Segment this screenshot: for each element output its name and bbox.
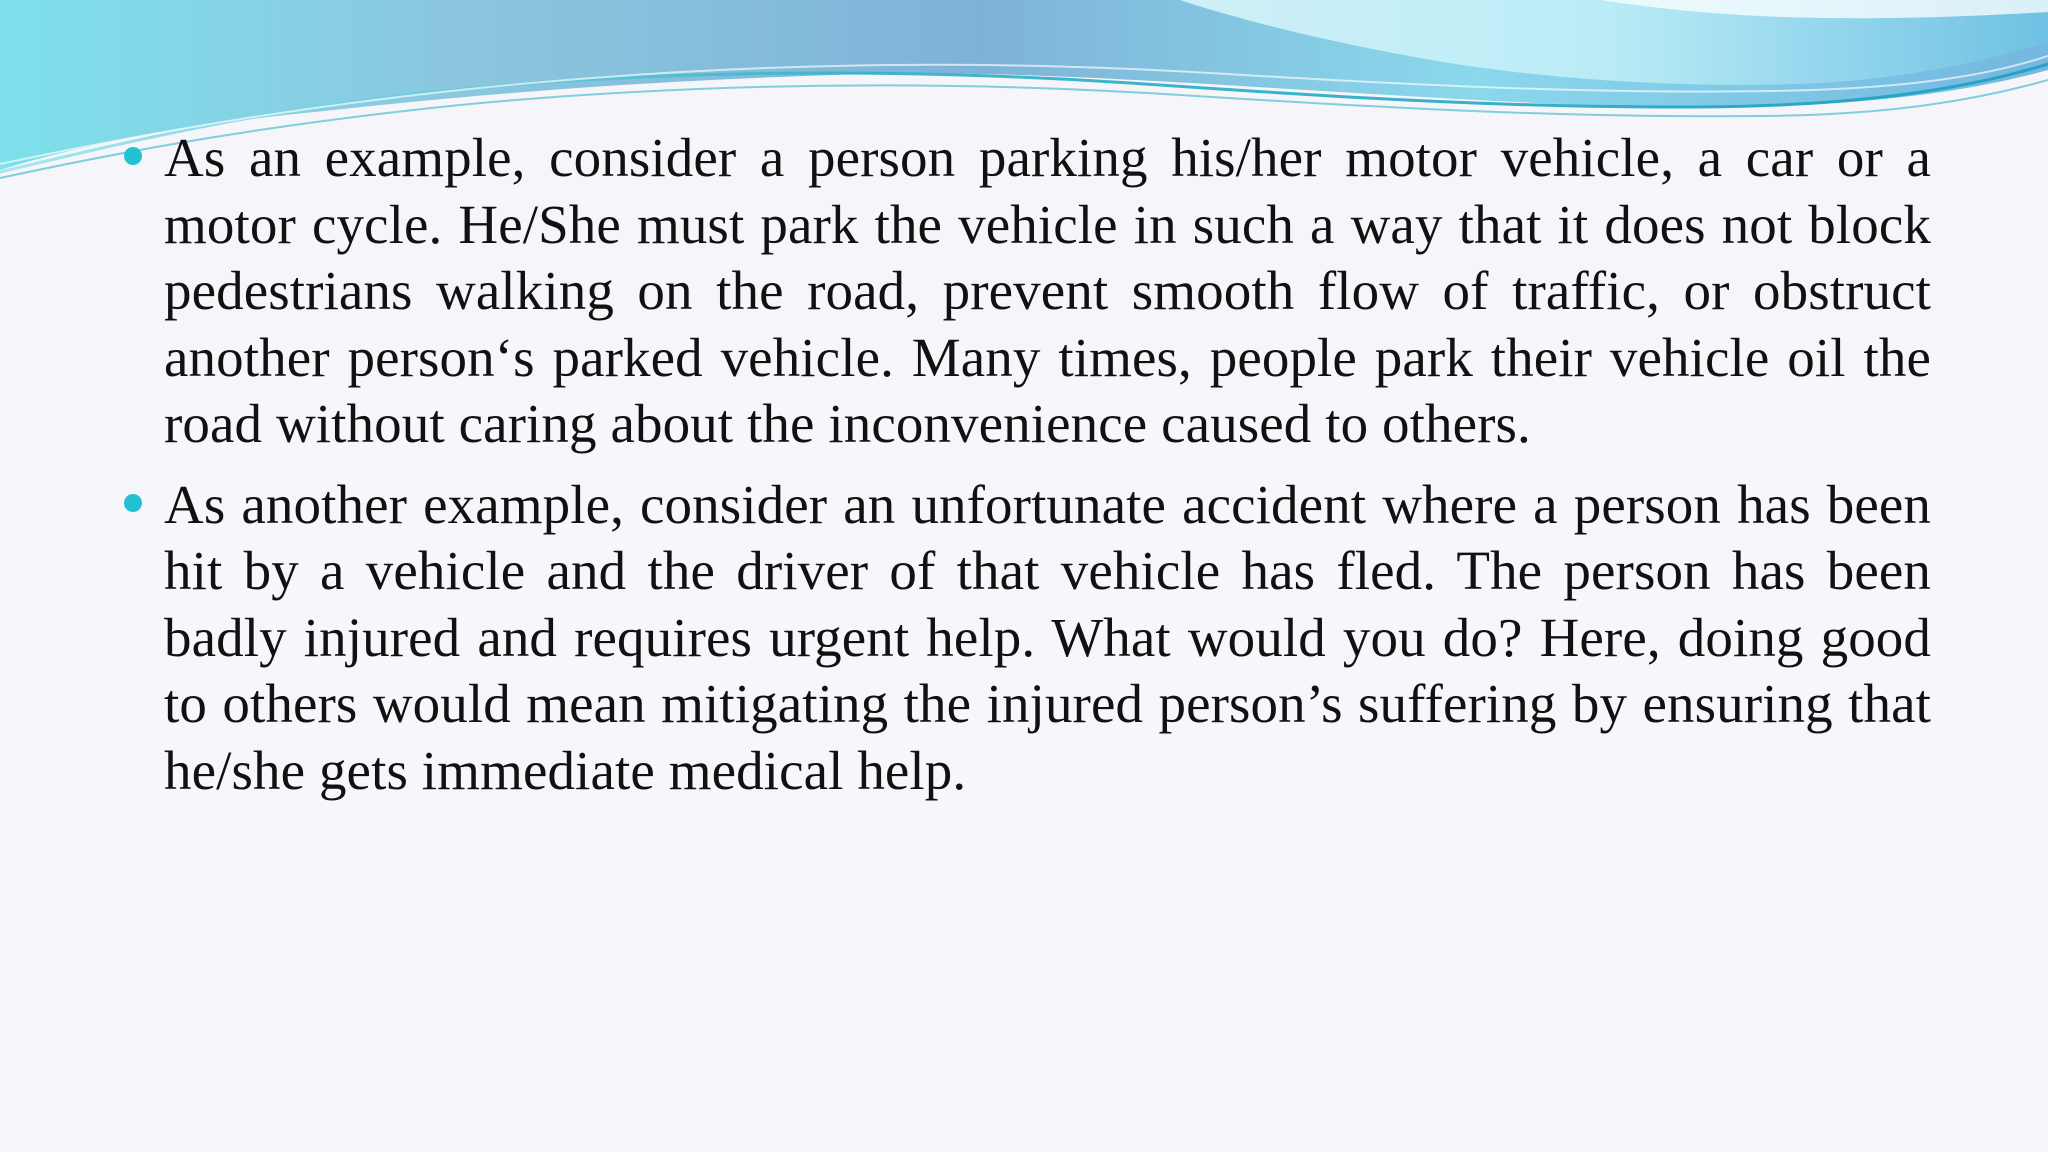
bullet-text-1: As an example, consider a person parking his/her motor vehicle, a car or a motor cycle. He/She must park the vehicle in such a way that it does not block pedestrians walking on the road, prevent smooth flow of traffic, or obstruct another person‘s parked vehicle. Many times, people park their vehicle oil the road without caring about the inconvenience caused to others.: [164, 127, 1931, 454]
bullet-item-2: [118, 472, 1931, 805]
slide-content: [118, 125, 1931, 818]
bullet-dot-icon: [124, 147, 142, 165]
bullet-item-1: [118, 125, 1931, 458]
bullet-text-2: As another example, consider an unfortunate accident where a person has been hit by a vehicle and the driver of that vehicle has fled. The person has been badly injured and requires urgent help. What would you do? Here, doing good to others would mean mitigating the injured person’s suffering by ensuring that he/she gets immediate medical help.: [164, 473, 1931, 801]
bullet-dot-icon: [124, 494, 142, 512]
